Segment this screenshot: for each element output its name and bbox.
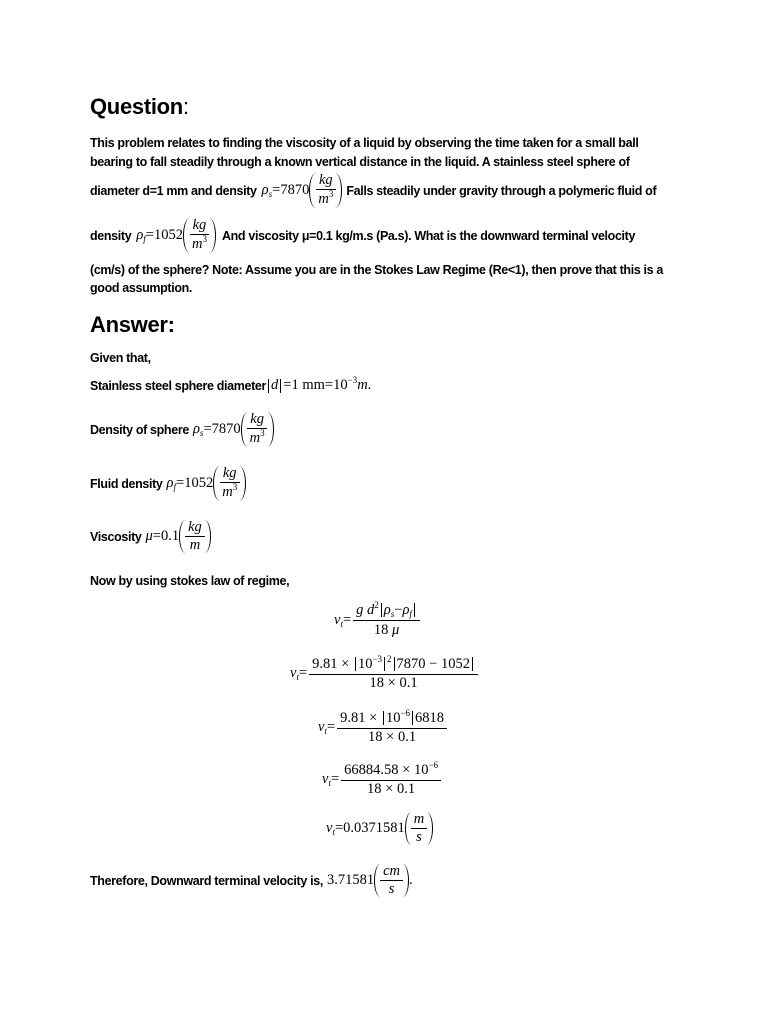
question-line-5: (cm/s) of the sphere? Note: Assume you are in the Stokes Law Regime (Re<1), then prove that this is a [90, 263, 664, 277]
conclusion-line: Therefore, Downward terminal velocity is, 3.71581 $\frac{cm}{s}$ . [90, 863, 413, 897]
given-text: Given that, [90, 351, 151, 365]
diameter-line: Stainless steel sphere diameter d = 1 mm = 10 −3 m . [90, 374, 372, 393]
unit-kg-per-m: $\frac{kg}{m}$ [179, 520, 211, 553]
fluid-density-line: Fluid density $\rho_f$ = 1052 $\frac{kg}{m^3}$ [90, 466, 246, 501]
unit-kg-per-m3: $\frac{kg}{m^3}$ [241, 412, 274, 447]
question-line-6: good assumption. [90, 281, 193, 295]
viscosity-line: Viscosity μ = 0.1 $\frac{kg}{m}$ [90, 520, 211, 553]
unit-m-per-s: $\frac{m}{s}$ [405, 812, 433, 845]
equation-simplified: $v_t$ = $\frac{9.81 \times 10^{-6} 6818}{18 \times 0.1}$ [318, 710, 449, 745]
equation-result-ms: $v_t$ = 0.0371581 $\frac{m}{s}$ [326, 812, 433, 845]
equation-substitution: $v_t$ = $\frac{9.81 \times 10^{-3} ^2 7870 - 1052}{18 \times 0.1}$ [290, 656, 480, 691]
question-heading: Question: [90, 94, 189, 119]
answer-heading: Answer: [90, 312, 175, 337]
question-line-4: density $\rho_f$ = 1052 $\frac{kg}{m^3}$ And viscosity μ=0.1 kg/m.s (Pa.s). What is the downward terminal velocity [90, 217, 636, 252]
equation-stokes-formula: $v_t$ = $\frac{g d^2 \rho_s-\rho_f}{18 \mu}$ [334, 602, 422, 638]
unit-kg-per-m3: $\frac{kg}{m^3}$ [309, 173, 342, 208]
unit-kg-per-m3: $\frac{kg}{m^3}$ [183, 218, 216, 253]
question-line-1: This problem relates to finding the viscosity of a liquid by observing the time taken for a small ball [90, 136, 639, 150]
question-line-3: diameter d=1 mm and density $\rho_s$ = 7870 $\frac{kg}{m^3}$ Falls steadily under gravity through a polymeric fluid of [90, 172, 657, 207]
question-line-2: bearing to fall steadily through a known vertical distance in the liquid. A stainless steel sphere of [90, 155, 630, 169]
sphere-density-line: Density of sphere $\rho_s$ = 7870 $\frac{kg}{m^3}$ [90, 412, 274, 447]
equation-product: $v_t$ = $\frac{66884.58 \times 10^{-6}}{18 \times 0.1}$ [322, 762, 443, 797]
unit-cm-per-s: $\frac{cm}{s}$ [374, 864, 409, 897]
stokes-intro: Now by using stokes law of regime, [90, 574, 290, 588]
unit-kg-per-m3: $\frac{kg}{m^3}$ [213, 466, 246, 501]
